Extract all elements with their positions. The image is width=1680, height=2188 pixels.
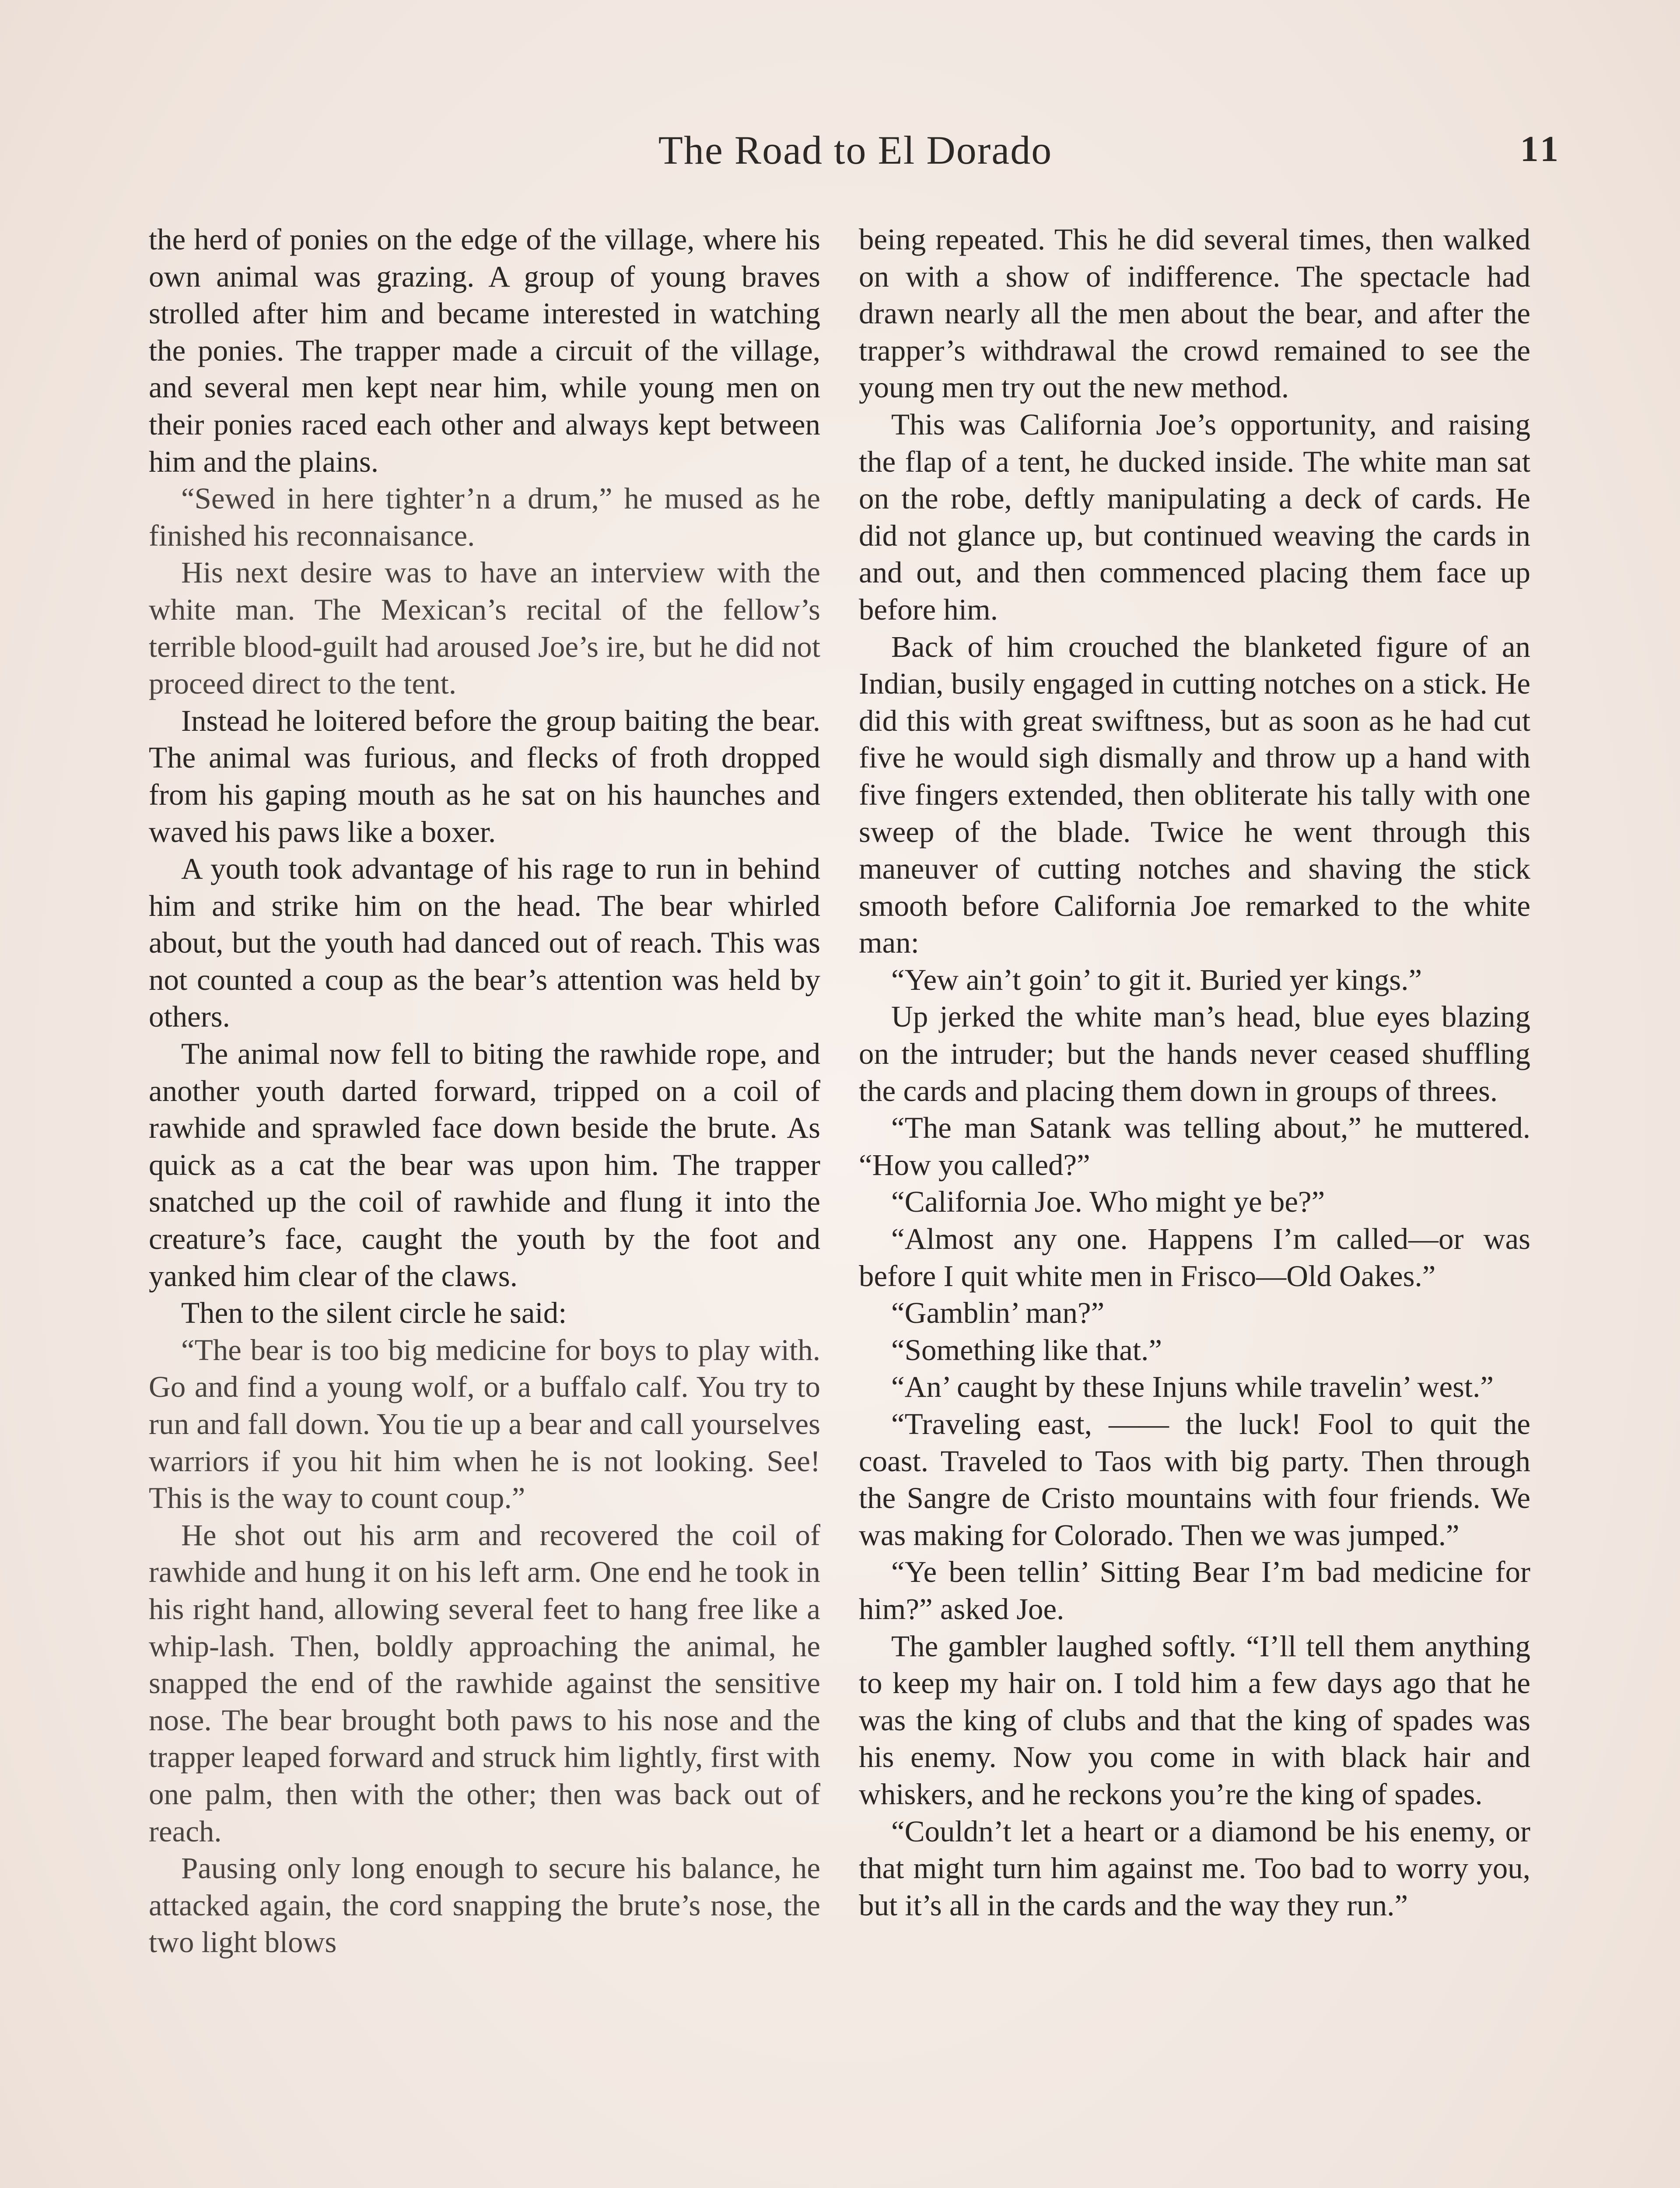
text-column-left <box>149 221 820 1961</box>
paragraph: A youth took advantage of his rage to run in behind him and strike him on the head. The bear whirled about, but the youth had danced out of reach. This was not counted a coup as the bear’s attention was held by others. <box>149 852 820 1034</box>
paragraph: “Traveling east, —— the luck! Fool to quit the coast. Traveled to Taos with big party. Then through the Sangre de Cristo mountains with four friends. We was making for Colorado. Then we was jumped.” <box>859 1407 1530 1552</box>
paragraph: being repeated. This he did several times, then walked on with a show of indifference. The spectacle had drawn nearly all the men about the bear, and after the trapper’s withdrawal the crowd remained to see the young men try out the new method. <box>859 223 1530 404</box>
paragraph: “Couldn’t let a heart or a diamond be his enemy, or that might turn him against me. Too bad to worry you, but it’s all in the cards and the way they run.” <box>859 1814 1530 1922</box>
paragraph: “California Joe. Who might ye be?” <box>891 1185 1325 1219</box>
paragraph: His next desire was to have an interview with the white man. The Mexican’s recital of the fellow’s terrible blood-guilt had aroused Joe’s ire, but he did not proceed direct to the tent. <box>149 556 820 701</box>
paragraph: “Almost any one. Happens I’m called—or was before I quit white men in Frisco—Old Oakes.” <box>859 1222 1530 1293</box>
paragraph: This was California Joe’s opportunity, and raising the flap of a tent, he ducked inside. The white man sat on the robe, deftly manipulating a deck of cards. He did not glance up, but continued weaving the cards in and out, and then commenced placing them face up before him. <box>859 407 1530 626</box>
paragraph: The animal now fell to biting the rawhide rope, and another youth darted forward, tripped on a coil of rawhide and sprawled face down beside the brute. As quick as a cat the bear was upon him. The trapper snatched up the coil of rawhide and flung it into the creature’s face, caught the youth by the foot and yanked him clear of the claws. <box>149 1037 820 1293</box>
paragraph: “The bear is too big medicine for boys to play with. Go and find a young wolf, or a buffalo calf. You try to run and fall down. You tie up a bear and call yourselves warriors if you hit him when he is not looking. See! This is the way to count coup.” <box>149 1333 820 1515</box>
paragraph: Instead he loitered before the group baiting the bear. The animal was furious, and flecks of froth dropped from his gaping mouth as he sat on his haunches and waved his paws like a boxer. <box>149 704 820 849</box>
running-header <box>149 127 1562 188</box>
paragraph: “The man Satank was telling about,” he muttered. “How you called?” <box>859 1111 1530 1182</box>
page-number: 11 <box>1520 129 1562 169</box>
paragraph: “Something like that.” <box>891 1333 1162 1367</box>
running-title: The Road to El Dorado <box>658 128 1053 172</box>
paragraph: Then to the silent circle he said: <box>181 1296 567 1330</box>
paragraph: Up jerked the white man’s head, blue eyes blazing on the intruder; but the hands never ceased shuffling the cards and placing them down in groups of threes. <box>859 1000 1530 1108</box>
paragraph: the herd of ponies on the edge of the village, where his own animal was grazing. A group of young braves strolled after him and became interested in watching the ponies. The trapper made a circuit of the village, and several men kept near him, while young men on their ponies raced each other and always kept between him and the plains. <box>149 223 820 478</box>
paragraph: Back of him crouched the blanketed figure of an Indian, busily engaged in cutting notches on a stick. He did this with great swiftness, but as soon as he had cut five he would sigh dismally and throw up a hand with five fingers extended, then obliterate his tally with one sweep of the blade. Twice he went through this maneuver of cutting notches and shaving the stick smooth before California Joe remarked to the white man: <box>859 630 1530 960</box>
paragraph: The gambler laughed softly. “I’ll tell them anything to keep my hair on. I told him a few days ago that he was the king of clubs and that the king of spades was his enemy. Now you come in with black hair and whiskers, and he reckons you’re the king of spades. <box>859 1629 1530 1811</box>
paragraph: Pausing only long enough to secure his balance, he attacked again, the cord snapping the brute’s nose, the two light blows <box>149 1851 820 1959</box>
paragraph: “Yew ain’t goin’ to git it. Buried yer kings.” <box>891 963 1422 996</box>
paragraph: “An’ caught by these Injuns while travelin’ west.” <box>891 1370 1494 1404</box>
paragraph: “Sewed in here tighter’n a drum,” he mused as he finished his reconnaisance. <box>149 482 820 552</box>
text-column-right <box>859 221 1530 1924</box>
paragraph: He shot out his arm and recovered the coil of rawhide and hung it on his left arm. One end he took in his right hand, allowing several feet to hang free like a whip-lash. Then, boldly approaching the animal, he snapped the end of the rawhide against the sensitive nose. The bear brought both paws to his nose and the trapper leaped forward and struck him lightly, first with one palm, then with the other; then was back out of reach. <box>149 1518 820 1848</box>
paragraph: “Gamblin’ man?” <box>891 1296 1105 1330</box>
paragraph: “Ye been tellin’ Sitting Bear I’m bad medicine for him?” asked Joe. <box>859 1555 1530 1626</box>
